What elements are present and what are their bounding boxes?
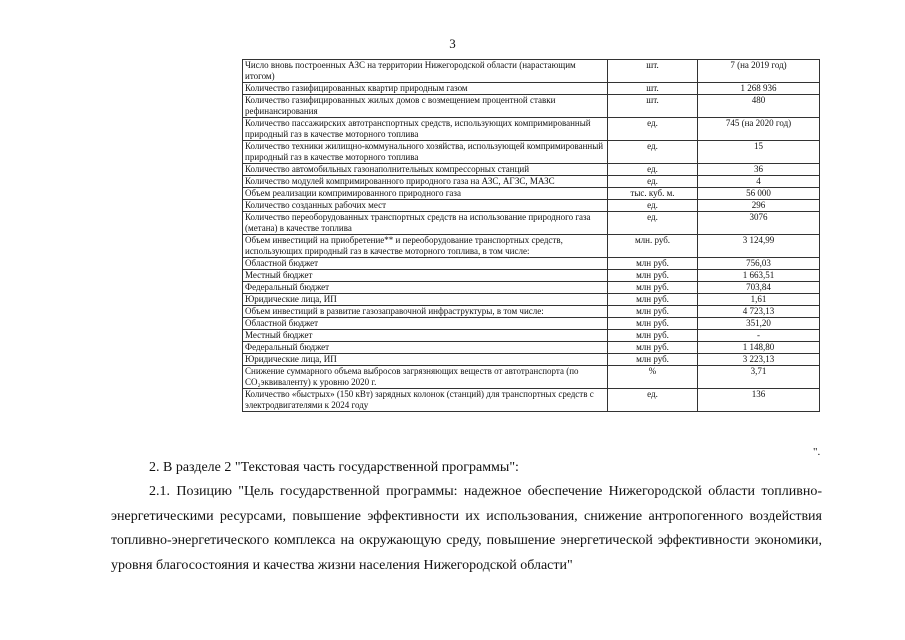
indicator-name-cell: Федеральный бюджет — [243, 342, 608, 354]
unit-cell: млн руб. — [608, 282, 698, 294]
table-row — [243, 212, 820, 235]
value-cell: 1 148,80 — [698, 342, 820, 354]
table-row — [243, 118, 820, 141]
value-cell: 3076 — [698, 212, 820, 235]
closing-quote: ". — [813, 446, 821, 458]
indicator-name-cell: Федеральный бюджет — [243, 282, 608, 294]
body-paragraph: 2.1. Позицию "Цель государственной программы: надежное обеспечение Нижегородской области топливно-энергетическими ресурсами, повышение эффективности их использования, снижение антропогенного воздействия топливно-энергетического комплекса на окружающую среду, повышение энергетической эффективности экономики, уровня благосостояния и качества жизни населения Нижегородской области" — [111, 484, 822, 573]
indicator-name-cell: Объем инвестиций на приобретение** и переоборудование транспортных средств, использующих природный газ в качестве моторного топлива, в том числе: — [243, 235, 608, 258]
table-row — [243, 176, 820, 188]
value-cell: 1 268 936 — [698, 83, 820, 95]
indicators-table — [242, 59, 820, 412]
value-cell: 480 — [698, 95, 820, 118]
indicator-name-cell: Местный бюджет — [243, 330, 608, 342]
table-row — [243, 282, 820, 294]
indicator-name-cell: Число вновь построенных АЗС на территории Нижегородской области (нарастающим итогом) — [243, 60, 608, 83]
table-row — [243, 258, 820, 270]
indicator-name-cell: Количество газифицированных квартир природным газом — [243, 83, 608, 95]
indicator-name-cell: Количество техники жилищно-коммунального хозяйства, использующей компримированный природный газ в качестве моторного топлива — [243, 141, 608, 164]
indicator-name-cell: Количество «быстрых» (150 кВт) зарядных колонок (станций) для транспортных средств с электродвигателями к 2024 году — [243, 389, 608, 412]
unit-cell: ед. — [608, 389, 698, 412]
table-row — [243, 200, 820, 212]
table-row — [243, 306, 820, 318]
unit-cell: млн руб. — [608, 330, 698, 342]
unit-cell: млн. руб. — [608, 235, 698, 258]
indicator-name-cell: Количество модулей компримированного природного газа на АЗС, АГЗС, МАЗС — [243, 176, 608, 188]
value-cell: 3 223,13 — [698, 354, 820, 366]
table-row — [243, 270, 820, 282]
unit-cell: % — [608, 366, 698, 389]
value-cell: 296 — [698, 200, 820, 212]
unit-cell: млн руб. — [608, 342, 698, 354]
unit-cell: ед. — [608, 212, 698, 235]
table-row — [243, 60, 820, 83]
table-row — [243, 95, 820, 118]
indicator-name-cell: Объем реализации компримированного природного газа — [243, 188, 608, 200]
unit-cell: ед. — [608, 141, 698, 164]
unit-cell: млн руб. — [608, 270, 698, 282]
indicator-name-cell: Объем инвестиций в развитие газозаправочной инфраструктуры, в том числе: — [243, 306, 608, 318]
value-cell: 1 663,51 — [698, 270, 820, 282]
indicator-name-cell: Областной бюджет — [243, 258, 608, 270]
value-cell: 56 000 — [698, 188, 820, 200]
indicator-name-cell: Снижение суммарного объема выбросов загрязняющих веществ от автотранспорта (по CO₂эквиваленту) к уровню 2020 г. — [243, 366, 608, 389]
table-row — [243, 83, 820, 95]
unit-cell: млн руб. — [608, 318, 698, 330]
table-row — [243, 342, 820, 354]
indicator-name-cell: Областной бюджет — [243, 318, 608, 330]
indicator-name-cell: Местный бюджет — [243, 270, 608, 282]
unit-cell: шт. — [608, 83, 698, 95]
value-cell: 1,61 — [698, 294, 820, 306]
value-cell: 7 (на 2019 год) — [698, 60, 820, 83]
value-cell: 4 — [698, 176, 820, 188]
unit-cell: шт. — [608, 95, 698, 118]
unit-cell: млн руб. — [608, 258, 698, 270]
value-cell: 3,71 — [698, 366, 820, 389]
value-cell: - — [698, 330, 820, 342]
table-row — [243, 164, 820, 176]
table-row — [243, 141, 820, 164]
unit-cell: ед. — [608, 200, 698, 212]
table-row — [243, 235, 820, 258]
indicator-name-cell: Количество газифицированных жилых домов с возмещением процентной ставки рефинансирования — [243, 95, 608, 118]
unit-cell: ед. — [608, 176, 698, 188]
value-cell: 745 (на 2020 год) — [698, 118, 820, 141]
unit-cell: ед. — [608, 118, 698, 141]
indicator-name-cell: Количество созданных рабочих мест — [243, 200, 608, 212]
unit-cell: млн руб. — [608, 294, 698, 306]
table-row — [243, 354, 820, 366]
value-cell: 703,84 — [698, 282, 820, 294]
table-row — [243, 389, 820, 412]
table-row — [243, 318, 820, 330]
value-cell: 3 124,99 — [698, 235, 820, 258]
indicator-name-cell: Количество автомобильных газонаполнительных компрессорных станций — [243, 164, 608, 176]
indicator-name-cell: Юридические лица, ИП — [243, 354, 608, 366]
value-cell: 756,03 — [698, 258, 820, 270]
table-row — [243, 294, 820, 306]
table-row — [243, 188, 820, 200]
unit-cell: млн руб. — [608, 306, 698, 318]
unit-cell: ед. — [608, 164, 698, 176]
value-cell: 4 723,13 — [698, 306, 820, 318]
table-row — [243, 330, 820, 342]
value-cell: 351,20 — [698, 318, 820, 330]
unit-cell: шт. — [608, 60, 698, 83]
table-row — [243, 366, 820, 389]
indicator-name-cell: Юридические лица, ИП — [243, 294, 608, 306]
indicators-table-body — [243, 60, 820, 412]
value-cell: 136 — [698, 389, 820, 412]
indicator-name-cell: Количество пассажирских автотранспортных средств, использующих компримированный природный газ в качестве моторного топлива — [243, 118, 608, 141]
unit-cell: млн руб. — [608, 354, 698, 366]
unit-cell: тыс. куб. м. — [608, 188, 698, 200]
section-heading: 2. В разделе 2 "Текстовая часть государственной программы": — [149, 460, 519, 475]
value-cell: 36 — [698, 164, 820, 176]
value-cell: 15 — [698, 141, 820, 164]
page-number: 3 — [449, 36, 456, 51]
indicator-name-cell: Количество переоборудованных транспортных средств на использование природного газа (метана) в качестве топлива — [243, 212, 608, 235]
